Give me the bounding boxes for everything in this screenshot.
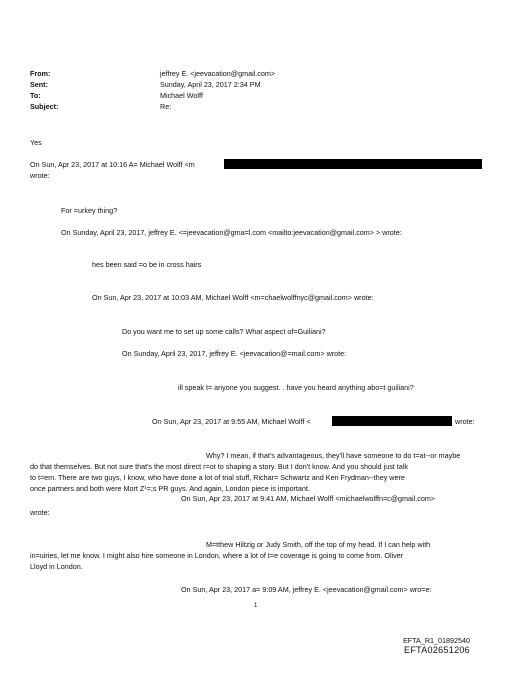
redaction-bar (224, 159, 482, 169)
quote-attribution-1-wrote: wrote: (30, 171, 50, 180)
subject-value: Re: (160, 102, 172, 111)
from-label: From: (30, 69, 51, 78)
reply-text: Yes (30, 138, 42, 147)
document-id-small: EFTA_R1_01892540 (403, 636, 470, 645)
quote-attribution-7: On Sun, Apr 23, 2017 a= 9:09 AM, jeffrey E. <jeevacation@gmail.com> wro=e: (181, 585, 432, 594)
to-value: Michael Wolff (160, 91, 203, 100)
quote-attribution-2: On Sunday, April 23, 2017, jeffrey E. <=jeevacation@gma=l.com <mailto:jeevacation@gmail.com> > wrote: (61, 228, 402, 237)
quote-attribution-5-wrote: wrote: (455, 417, 475, 426)
subject-label: Subject: (30, 102, 59, 111)
paragraph-1-line-2: do that themselves. But not sure that's the most direct r=ot to shaping a story. But I don't know. And you should just talk (30, 462, 408, 471)
document-id-large: EFTA02651206 (404, 645, 470, 655)
quote-attribution-4: On Sunday, April 23, 2017, jeffrey E. <jeevacation@=mail.com> wrote: (122, 349, 347, 358)
redaction-bar (332, 416, 452, 426)
paragraph-2-line-2: in=uiries, let me know. I might also hire someone in London, where a lot of t=e coverage is going to come from. Oliver (30, 551, 404, 560)
quote-attribution-3: On Sun, Apr 23, 2017 at 10:03 AM, Michael Wolff <m=chaelwolffnyc@gmail.com> wrote: (92, 293, 374, 302)
page-number: 1 (254, 603, 258, 609)
quote-text-3: hes been said =o be in cross hairs (92, 260, 202, 269)
sent-label: Sent: (30, 80, 48, 89)
paragraph-2-line-3: Lloyd in London. (30, 562, 83, 571)
to-label: To: (30, 91, 41, 100)
quote-attribution-6-wrote: wrote: (30, 508, 50, 517)
paragraph-1-line-4: once partners and both were Mort Z¹=;s PR guys. And again, London piece is important. (30, 484, 310, 493)
quote-attribution-5: On Sun, Apr 23, 2017 at 9:55 AM, Michael Wolff < (152, 417, 311, 426)
paragraph-1-line-1: Why? I mean, if that's advantageous, they'll have someone to do t=at--or maybe (206, 451, 461, 460)
quote-attribution-6: On Sun, Apr 23, 2017 at 9:41 AM, Michael Wolff <michaelwolffn=c@gmail.com> (181, 494, 435, 503)
from-value: jeffrey E. <jeevacation@gmail.com> (160, 69, 276, 78)
quote-attribution-1: On Sun, Apr 23, 2017 at 10:16 A= Michael Wolff <m (30, 160, 195, 169)
quote-text-2: For =urkey thing? (61, 206, 118, 215)
quote-text-4: Do you want me to set up some calls? What aspect of=Guiliani? (122, 327, 326, 336)
paragraph-2-line-1: M=tthew Hiltzig or Judy Smith, off the top of my head. If I can help with (206, 540, 431, 549)
quote-text-5: ill speak t= anyone you suggest. . have you heard anything abo=t guiliani? (178, 383, 414, 392)
sent-value: Sunday, April 23, 2017 2:34 PM (160, 80, 261, 89)
paragraph-1-line-3: to t=em. There are two guys, I know, who have done a lot of trial stuff, Richar= Schwartz and Ken Frydman--they were (30, 473, 405, 482)
